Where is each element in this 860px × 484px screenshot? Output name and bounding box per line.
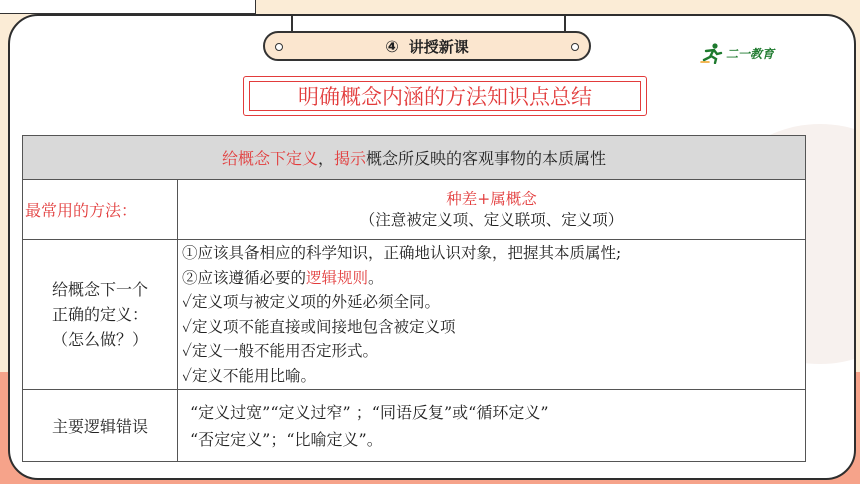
header-red-define: 给概念下定义 <box>221 149 318 168</box>
label-line-3: （怎么做？） <box>51 330 148 349</box>
table-row-errors <box>23 390 806 462</box>
header-text: 概念所反映的客观事物的本质属性 <box>366 149 607 168</box>
table-row-correct-definition <box>23 240 806 390</box>
table-header-cell <box>23 136 806 180</box>
rule-logic-suffix: 。 <box>368 268 384 287</box>
title-inner-border <box>249 81 641 111</box>
check-item: ✓定义不能用比喻。 <box>182 366 316 385</box>
table-row-method <box>23 180 806 240</box>
section-title: 讲授新课 <box>408 37 469 56</box>
rule-logic <box>182 266 805 291</box>
method-label: 最常用的方法： <box>23 180 178 240</box>
pill-dot-left-icon <box>275 43 283 51</box>
label-line-2: 正确的定义： <box>51 305 148 324</box>
method-note: （注意被定义项、定义联项、定义项） <box>359 210 624 229</box>
correct-definition-label <box>23 240 178 390</box>
check-item: ✓定义项不能直接或间接地包含被定义项 <box>182 317 456 336</box>
errors-cell <box>178 390 806 462</box>
table-header-row <box>23 136 806 180</box>
pill-dot-right-icon <box>571 43 579 51</box>
check-item: ✓定义项与被定义项的外延必须全同。 <box>182 293 440 311</box>
slide-title: 明确概念内涵的方法知识点总结 <box>298 85 592 109</box>
errors-label: 主要逻辑错误 <box>23 390 178 462</box>
brand-logo <box>700 40 774 66</box>
runner-icon <box>700 42 724 64</box>
label-line-1: 给概念下一个 <box>51 280 148 299</box>
errors-line-2: “否定定义”；“比喻定义”。 <box>190 429 383 449</box>
method-value-cell <box>178 180 806 240</box>
method-value: 种差+属概念 <box>446 189 537 208</box>
header-separator: ， <box>317 149 334 168</box>
correct-definition-cell <box>178 240 806 390</box>
rule-knowledge: ①应该具备相应的科学知识，正确地认识对象，把握其本质属性; <box>182 244 622 262</box>
section-heading <box>263 31 591 61</box>
rule-logic-red: 逻辑规则 <box>306 268 369 287</box>
rule-logic-prefix: ②应该遵循必要的 <box>182 268 307 287</box>
check-item: ✓定义一般不能用否定形式。 <box>182 342 378 360</box>
summary-table <box>22 135 806 462</box>
header-red-reveal: 揭示 <box>334 149 367 168</box>
corner-tab <box>0 0 256 14</box>
logo-text: 二一教育 <box>726 46 775 61</box>
errors-line-1: “定义过宽”“定义过窄” ；“同语反复”或“循环定义” <box>190 402 549 422</box>
slide-title-box <box>243 76 647 116</box>
section-number: ④ <box>385 36 399 56</box>
